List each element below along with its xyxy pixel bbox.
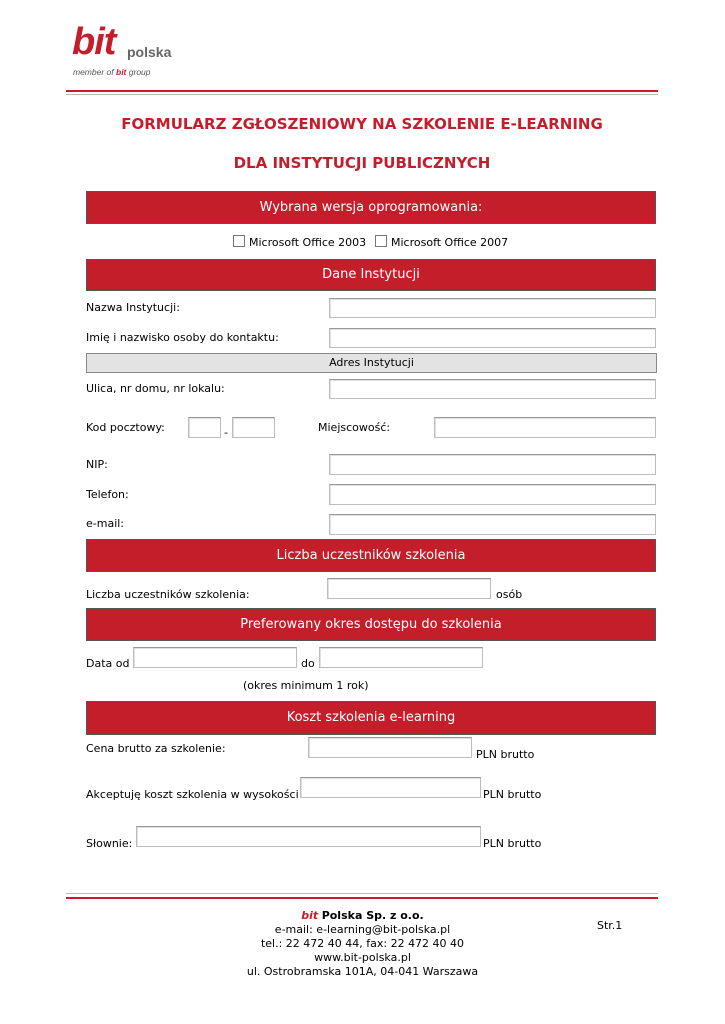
city-input[interactable] <box>434 417 656 438</box>
logo-tagline <box>73 67 151 77</box>
postcode-part2-input[interactable] <box>232 417 275 438</box>
participants-unit: osób <box>496 588 523 601</box>
email-input[interactable] <box>329 514 656 535</box>
amount-words-label: Słownie: <box>86 837 133 850</box>
page-number: Str.1 <box>597 919 623 932</box>
section-cost-header: Koszt szkolenia e-learning <box>86 701 656 735</box>
option-office-2003[interactable] <box>233 235 366 249</box>
postcode-part1-input[interactable] <box>188 417 221 438</box>
address-subheader: Adres Instytucji <box>86 353 657 373</box>
footer-divider <box>66 897 658 899</box>
participants-label: Liczba uczestników szkolenia: <box>86 588 250 601</box>
footer-divider-thin <box>66 893 658 894</box>
option-office-2007-label: Microsoft Office 2007 <box>391 236 509 249</box>
checkbox-office-2007[interactable] <box>375 235 387 247</box>
price-label: Cena brutto za szkolenie: <box>86 742 226 755</box>
price-currency: PLN brutto <box>476 748 535 761</box>
contact-person-label: Imię i nazwisko osoby do kontaktu: <box>86 331 279 344</box>
checkbox-office-2003[interactable] <box>233 235 245 247</box>
section-access-header: Preferowany okres dostępu do szkolenia <box>86 608 656 641</box>
participants-count-input[interactable] <box>327 578 491 599</box>
form-subtitle: DLA INSTYTUCJI PUBLICZNYCH <box>233 154 491 172</box>
street-input[interactable] <box>329 379 656 399</box>
date-from-input[interactable] <box>133 647 297 668</box>
form-title: FORMULARZ ZGŁOSZENIOWY NA SZKOLENIE E-LEARNING <box>121 115 603 133</box>
accept-cost-currency: PLN brutto <box>483 788 542 801</box>
footer-phone: tel.: 22 472 40 44, fax: 22 472 40 40 <box>260 937 465 950</box>
header-divider <box>66 90 658 92</box>
amount-words-input[interactable] <box>136 826 481 847</box>
nip-input[interactable] <box>329 454 656 475</box>
postcode-separator: - <box>224 426 228 439</box>
amount-words-currency: PLN brutto <box>483 837 542 850</box>
section-version-header: Wybrana wersja oprogramowania: <box>86 191 656 224</box>
access-note: (okres minimum 1 rok) <box>243 679 369 692</box>
accept-cost-label: Akceptuję koszt szkolenia w wysokości <box>86 788 299 801</box>
header-divider-thin <box>66 94 658 95</box>
institution-name-label: Nazwa Instytucji: <box>86 301 180 314</box>
price-input[interactable] <box>308 737 472 758</box>
section-participants-header: Liczba uczestników szkolenia <box>86 539 656 572</box>
footer-company <box>200 909 525 923</box>
date-to-input[interactable] <box>319 647 483 668</box>
postcode-label: Kod pocztowy: <box>86 421 165 434</box>
footer-company-name: Polska Sp. z o.o. <box>321 909 424 922</box>
accept-cost-input[interactable] <box>300 777 481 798</box>
footer-address: ul. Ostrobramska 101A, 04-041 Warszawa <box>246 965 479 978</box>
phone-input[interactable] <box>329 484 656 505</box>
tagline-brand: bit <box>116 67 127 77</box>
tagline-suffix: group <box>128 67 151 77</box>
city-label: Miejscowość: <box>318 421 391 434</box>
footer-brand: bit <box>301 909 319 922</box>
contact-person-input[interactable] <box>329 328 656 348</box>
date-to-label: do <box>301 657 315 670</box>
option-office-2003-label: Microsoft Office 2003 <box>249 236 367 249</box>
option-office-2007[interactable] <box>375 235 508 249</box>
date-from-label: Data od <box>86 657 130 670</box>
street-label: Ulica, nr domu, nr lokalu: <box>86 382 225 395</box>
logo-polska: polska <box>127 44 172 60</box>
email-label: e-mail: <box>86 517 125 530</box>
institution-name-input[interactable] <box>329 298 656 318</box>
footer-website[interactable]: www.bit-polska.pl <box>314 951 411 964</box>
nip-label: NIP: <box>86 458 108 471</box>
tagline-prefix: member of <box>73 67 114 77</box>
footer-email[interactable]: e-mail: e-learning@bit-polska.pl <box>274 923 451 936</box>
phone-label: Telefon: <box>86 488 129 501</box>
logo-bit: bit <box>72 21 116 63</box>
section-institution-header: Dane Instytucji <box>86 259 656 291</box>
